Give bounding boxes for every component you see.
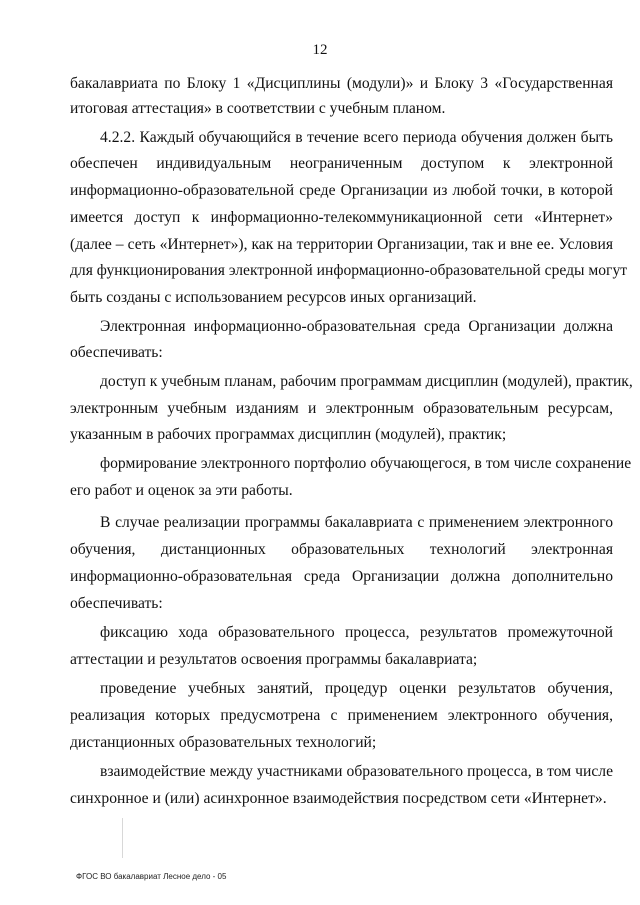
text-line: проведение учебных занятий, процедур оценки результатов обучения, — [100, 680, 613, 697]
text-line: информационно-образовательной среде Организации из любой точки, в которой — [70, 182, 613, 199]
text-line: обеспечивать: — [70, 595, 163, 612]
text-line: (далее – сеть «Интернет»), как на территории Организации, так и вне ее. Условия — [70, 236, 613, 253]
text-line: Электронная информационно-образовательная среда Организации должна — [100, 318, 613, 335]
text-line: его работ и оценок за эти работы. — [70, 482, 293, 499]
text-line: быть созданы с использованием ресурсов иных организаций. — [70, 289, 477, 306]
text-line: имеется доступ к информационно-телекоммуникационной сети «Интернет» — [70, 209, 613, 226]
text-line: аттестации и результатов освоения программы бакалавриата; — [70, 651, 478, 668]
text-line: указанным в рабочих программах дисциплин (модулей), практик; — [70, 426, 507, 443]
text-line: электронным учебным изданиям и электронным образовательным ресурсам, — [70, 400, 613, 417]
page-number: 12 — [312, 42, 328, 58]
text-line: В случае реализации программы бакалавриата с применением электронного — [100, 514, 613, 531]
scan-artifact-line — [122, 818, 123, 858]
text-line: итоговая аттестация» в соответствии с учебным планом. — [70, 100, 446, 117]
text-line: реализация которых предусмотрена с применением электронного обучения, — [70, 707, 613, 724]
text-line: обеспечен индивидуальным неограниченным доступом к электронной — [70, 155, 613, 172]
text-line: дистанционных образовательных технологий; — [70, 734, 377, 751]
text-line: бакалавриата по Блоку 1 «Дисциплины (модули)» и Блоку 3 «Государственная — [70, 75, 613, 92]
text-line: обучения, дистанционных образовательных технологий электронная — [70, 541, 613, 558]
text-line: обеспечивать: — [70, 344, 163, 361]
text-line: информационно-образовательная среда Организации должна дополнительно — [70, 568, 613, 585]
text-line: фиксацию хода образовательного процесса, результатов промежуточной — [100, 624, 613, 641]
text-line: доступ к учебным планам, рабочим программам дисциплин (модулей), практик, — [100, 373, 633, 390]
text-line: формирование электронного портфолио обучающегося, в том числе сохранение — [100, 455, 632, 472]
text-line: взаимодействие между участниками образовательного процесса, в том числе — [100, 763, 613, 780]
text-line: синхронное и (или) асинхронное взаимодействия посредством сети «Интернет». — [70, 790, 607, 807]
text-line: 4.2.2. Каждый обучающийся в течение всего периода обучения должен быть — [100, 129, 613, 146]
page-footer: ФГОС ВО бакалавриат Лесное дело - 05 — [76, 872, 227, 881]
text-line: для функционирования электронной информационно-образовательной среды могут — [70, 262, 628, 279]
